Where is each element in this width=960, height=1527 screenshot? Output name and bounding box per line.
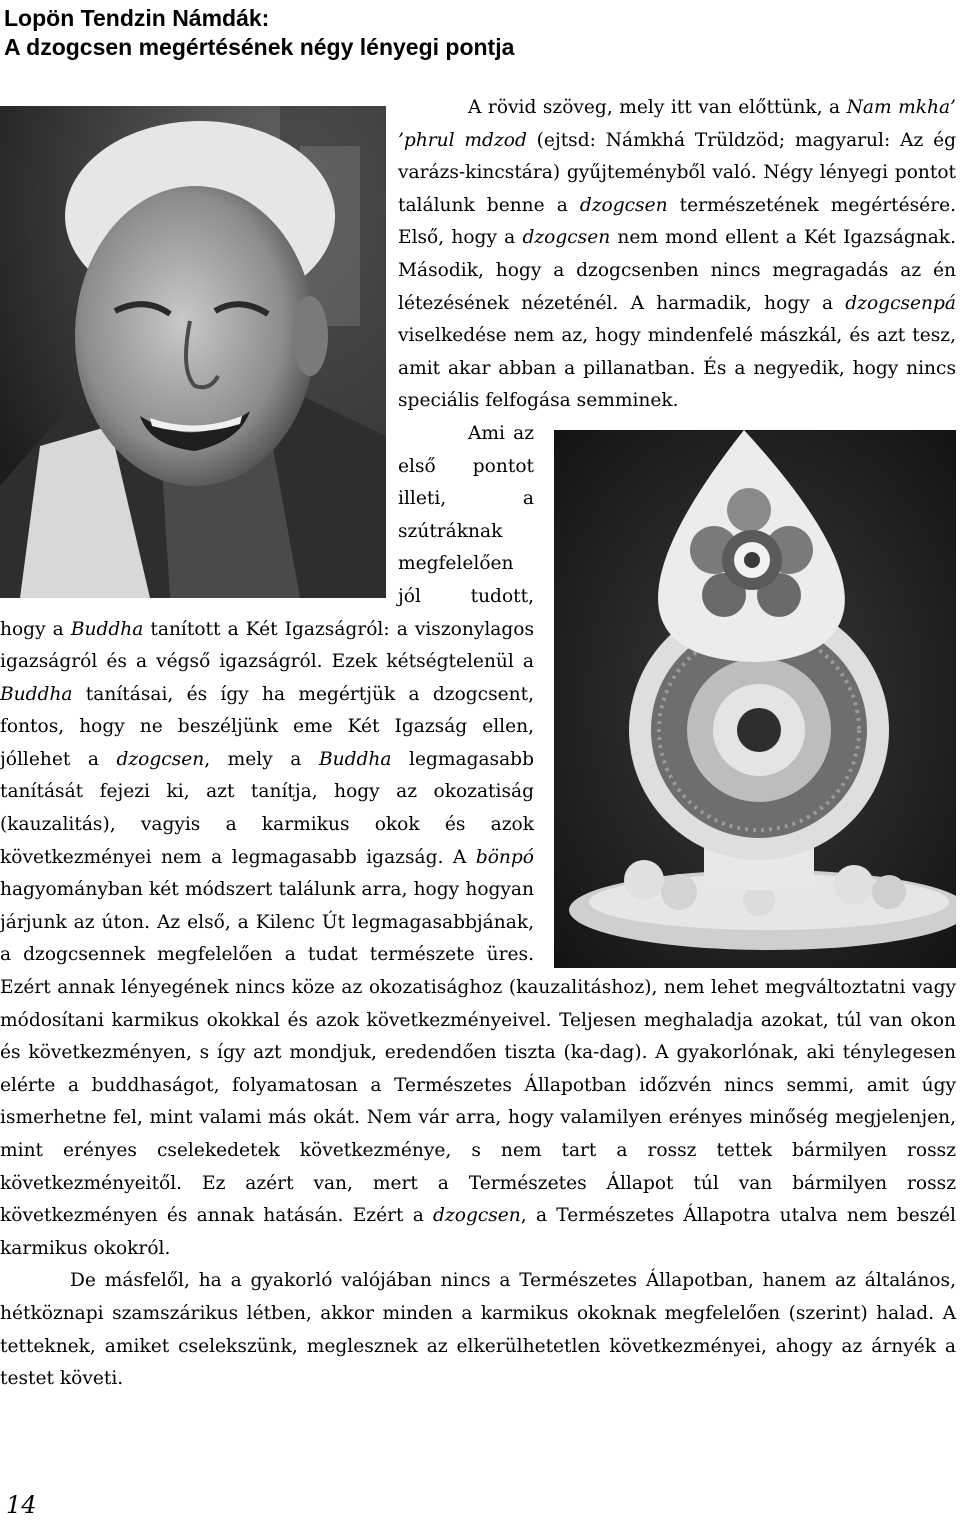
p2-text-e: tanításai, és így ha megértjük a dzogcsent, fontos, hogy ne beszéljünk eme Két Igazság ellen, jóllehet a — [0, 683, 534, 770]
paragraph-3 — [0, 1265, 956, 1395]
portrait-image-icon — [0, 106, 386, 598]
torma-photo — [554, 430, 956, 968]
p2-italic-h: Buddha — [318, 748, 392, 770]
p1-italic-f: dzogcsen — [522, 227, 611, 249]
article-body — [0, 92, 956, 1396]
p1-text-i: viselkedése nem az, hogy mindenfelé mászkál, és azt tesz, amit akar abban a pillanatban. És a negyedik, hogy nincs speciális felfogása semminek. — [398, 325, 956, 412]
p1-text-e: természetének megértésére. Első, hogy a — [398, 194, 956, 249]
p1-text-a: A rövid szöveg, mely itt van előttünk, a — [468, 97, 847, 118]
p2-italic-f: dzogcsen — [116, 748, 205, 770]
p2-text-k: hagyományban két módszert találunk arra, hogy hogyan járjunk az úton. Az első, a Kilenc Út legmagasabbjának, a dzogcsennek megfelelően a tudat természete üres. Ezért annak lényegének nincs köze az okozatisághoz (kauzalitáshoz), nem lehet megváltoztatni vagy módosítani karmikus okokkal és azok következményeivel. Teljesen meghaladja azokat, túl van okon és következményen, s így azt mondjuk, eredendően tiszta (ka-dag). A gyakorlónak, aki ténylegesen elérte a buddhaságot, folyamatosan a Természetes Állapotban időzvén nincs semmi, amit úgy ismerhetne fel, mint valami más okát. Nem vár arra, hogy valamilyen erényes minőség megjelenjen, mint erényes cselekedetek következménye, s nem tart a rossz tettek bármilyen rossz következményeitől. Ez azért van, mert a Természetes Állapot túl van bármilyen rossz következményen és annak hatásán. Ezért a — [0, 879, 956, 1227]
p1-text-c: (ejtsd: Námkhá Trüldzöd; magyarul: Az ég varázs-kincstára) gyűjteményből való. Négy lényegi pontot találunk benne a — [398, 129, 957, 216]
p1-italic-b: Nam mkha’ ’phrul mdzod — [398, 97, 956, 151]
p2-text-i: legmagasabb tanítását fejezi ki, azt tanítja, hogy az okozatiság (kauzalitás), vagyis a karmikus okok és azok következményei nem a legmagasabb igazság. A — [0, 748, 534, 868]
p2-italic-l: dzogcsen — [433, 1205, 521, 1227]
p2-italic-b: Buddha — [70, 618, 144, 640]
p2-text-c: tanított a Két Igazságról: a viszonylagos igazságról és a végső igazságról. Ezek kétségtelenül a — [0, 618, 534, 673]
torma-image-icon — [554, 430, 956, 968]
p2-text-m: , a Természetes Állapotra utalva nem beszél karmikus okokról. — [0, 1205, 956, 1259]
p3-text-a: De másfelől, ha a gyakorló valójában nincs a Természetes Állapotban, hanem az általános, hétköznapi szamszárikus létben, akkor minden a karmikus okoknak megfelelően (szerint) halad. A tetteknek, amiket cselekszünk, meglesznek az elkerülhetetlen következményei, ahogy az árnyék a testet követi. — [0, 1270, 956, 1390]
p2-text-g: , mely a — [204, 748, 319, 770]
p1-text-g: nem mond ellent a Két Igazságnak. Második, hogy a dzogcsenben nincs megragadás az én létezésének nézeténél. A harmadik, hogy a — [398, 227, 956, 314]
article-title — [4, 4, 514, 62]
p2-text-a: Ami az első pontot illeti, a szútráknak megfelelően jól tudott, hogy a — [0, 422, 534, 640]
page-number: 14 — [6, 1491, 37, 1519]
p1-italic-d: dzogcsen — [579, 194, 668, 216]
title-author-line: Lopön Tendzin Námdák: — [4, 5, 270, 31]
p2-italic-j: bönpó — [475, 846, 534, 868]
p1-italic-h: dzogcsenpá — [845, 292, 956, 314]
p2-italic-d: Buddha — [0, 683, 73, 705]
title-main-line: A dzogcsen megértésének négy lényegi pontja — [4, 34, 515, 60]
portrait-photo — [0, 106, 386, 598]
